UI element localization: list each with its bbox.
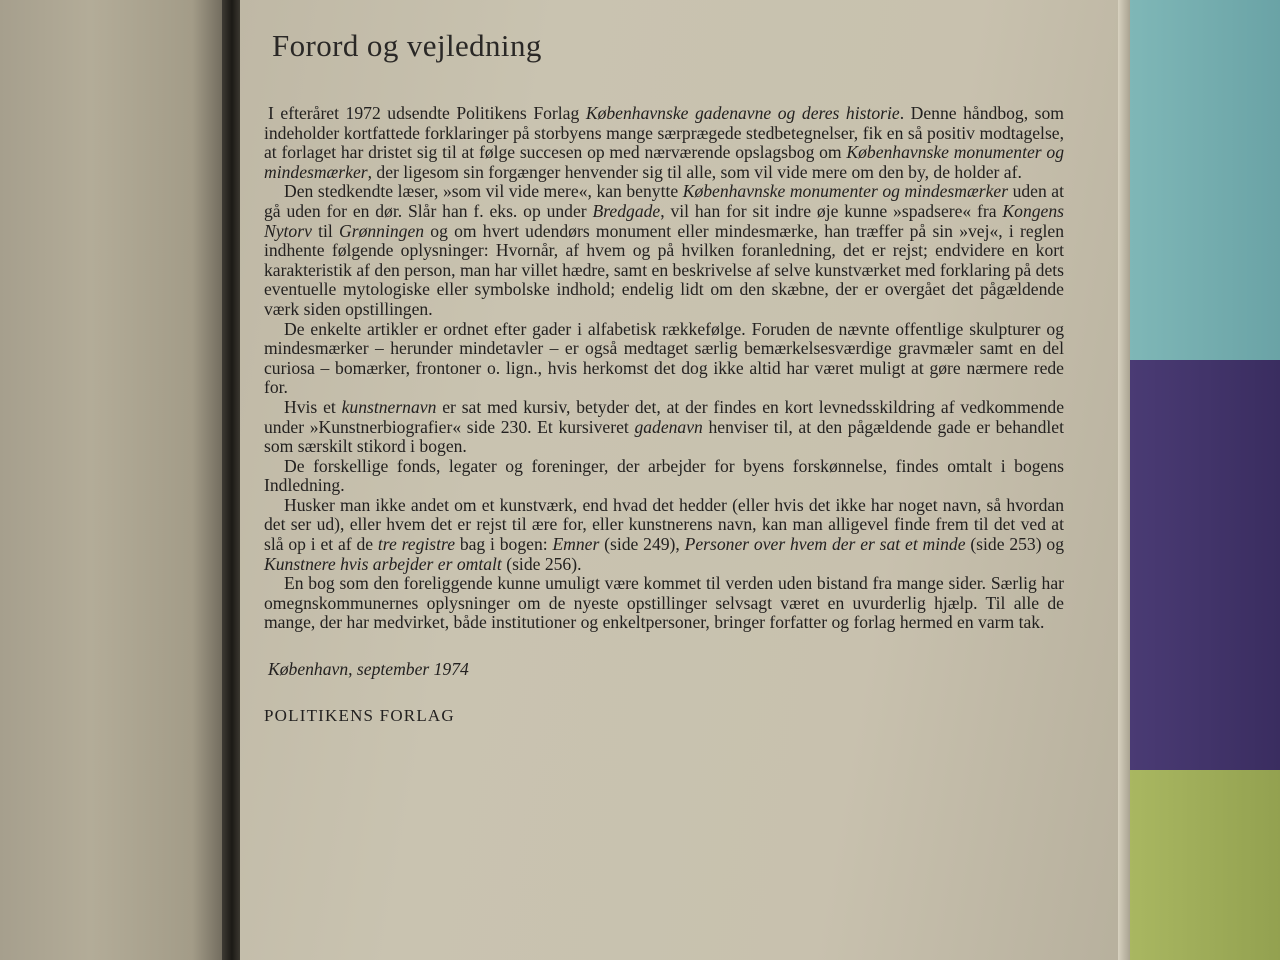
body-text bbox=[264, 104, 1064, 633]
italic-text: Kongens Nytorv bbox=[264, 200, 1064, 241]
text-run: Husker man ikke andet om et kunstværk, end hvad det hedder (eller hvis det ikke har noget navn, så hvordan det ser ud), eller hvem det er rejst til ære for, eller kunstnerens navn, kan man alligevel finde frem til det ved at slå op i et af de bbox=[264, 494, 1064, 555]
text-run: Hvis et bbox=[284, 396, 342, 417]
cover-edge bbox=[1118, 0, 1130, 960]
italic-text: Københavnske gadenavne og deres historie bbox=[585, 103, 900, 123]
text-run: I efteråret 1972 udsendte Politikens Forlag bbox=[268, 103, 586, 123]
paragraph bbox=[264, 398, 1064, 457]
text-run: , der ligesom sin forgænger henvender sig til alle, som vil vide mere om den by, de holder af. bbox=[367, 161, 1022, 182]
text-run: og om hvert udendørs monument eller mindesmærke, han træffer på sin »vej«, i reglen indhente følgende oplysninger: Hvornår, af hvem og på hvilken foranledning, det er rejst; endvidere en kort karakteristik af den person, man har villet hædre, samt en beskrivelse af selve kunstværket med forklaring på dets eventuelle mytologiske eller symbolske indhold; endelig lidt om den skæbne, der er overgået det pågældende værk siden opstillingen. bbox=[264, 220, 1064, 319]
paragraph bbox=[264, 104, 1064, 182]
text-run: De forskellige fonds, legater og foreninger, der arbejder for byens forskønnelse, findes omtalt i bogens Indledning. bbox=[264, 455, 1064, 496]
italic-text: Emner bbox=[552, 534, 600, 555]
text-run: . Denne håndbog, som indeholder kortfattede forklaringer på storbyens mange særprægede stedbetegnelser, fik en så positiv modtagelse, at forlaget har dristet sig til at følge succesen op med nærværende opslagsbog om bbox=[264, 103, 1064, 163]
paragraph bbox=[264, 574, 1064, 633]
text-run: (side 253) og bbox=[965, 534, 1064, 555]
text-run: bag i bogen: bbox=[455, 534, 553, 555]
italic-text: Københavnske monumenter og mindesmærker bbox=[682, 181, 1009, 202]
italic-text: tre registre bbox=[377, 534, 456, 555]
publisher-imprint: POLITIKENS FORLAG bbox=[264, 706, 455, 726]
text-run: , vil han for sit indre øje kunne »spadsere« fra bbox=[660, 200, 1003, 221]
italic-text: Bredgade bbox=[592, 200, 661, 221]
italic-text: Københavnske monumenter og mindesmærker bbox=[264, 142, 1064, 182]
text-run: (side 256). bbox=[501, 553, 582, 574]
italic-text: Personer over hvem der er sat et minde bbox=[684, 534, 966, 555]
date-line: København, september 1974 bbox=[268, 659, 469, 680]
paragraph bbox=[264, 457, 1064, 496]
text-run: er sat med kursiv, betyder det, at der findes en kort levnedsskildring af vedkommende under »Kunstnerbiografier« side 230. Et kursiveret bbox=[264, 396, 1064, 437]
italic-text: kunstnernavn bbox=[341, 396, 437, 417]
text-run: (side 249), bbox=[599, 534, 685, 555]
page-content bbox=[264, 28, 1064, 726]
cover-spine-purple bbox=[1130, 360, 1280, 770]
page-title: Forord og vejledning bbox=[272, 28, 542, 63]
italic-text: gadenavn bbox=[634, 416, 703, 437]
paragraph bbox=[264, 320, 1064, 398]
text-run: henviser til, at den pågældende gade er behandlet som særskilt stikord i bogen. bbox=[264, 416, 1064, 457]
paragraph bbox=[264, 182, 1064, 319]
italic-text: Kunstnere hvis arbejder er omtalt bbox=[264, 553, 502, 574]
text-run: De enkelte artikler er ordnet efter gader i alfabetisk rækkefølge. Foruden de nævnte offentlige skulpturer og mindesmærker – herunder mindetavler – er også medtaget særlig bemærkelsesværdige gravmæler samt en del curiosa – bomærker, frontoner o. lign., hvis herkomst det dog ikke altid har været muligt at gøre nærmere rede for. bbox=[264, 318, 1064, 398]
text-run: uden at gå uden for en dør. Slår han f. eks. op under bbox=[264, 181, 1065, 221]
text-run: til bbox=[311, 220, 340, 241]
text-run: Den stedkendte læser, »som vil vide mere«, kan benytte bbox=[284, 181, 683, 202]
paragraph bbox=[264, 496, 1064, 574]
cover-spine-teal bbox=[1130, 0, 1280, 360]
left-page bbox=[0, 0, 226, 960]
text-run: En bog som den foreliggende kunne umuligt være kommet til verden uden bistand fra mange sider. Særlig har omegnskommunernes oplysninger om de nyeste opstillinger selvsagt været en uvurderlig hjælp. Til alle de mange, der har medvirket, både institutioner og enkeltpersoner, bringer forfatter og forlag hermed en varm tak. bbox=[264, 573, 1064, 633]
italic-text: Grønningen bbox=[339, 220, 425, 241]
cover-spine-green bbox=[1130, 770, 1280, 960]
